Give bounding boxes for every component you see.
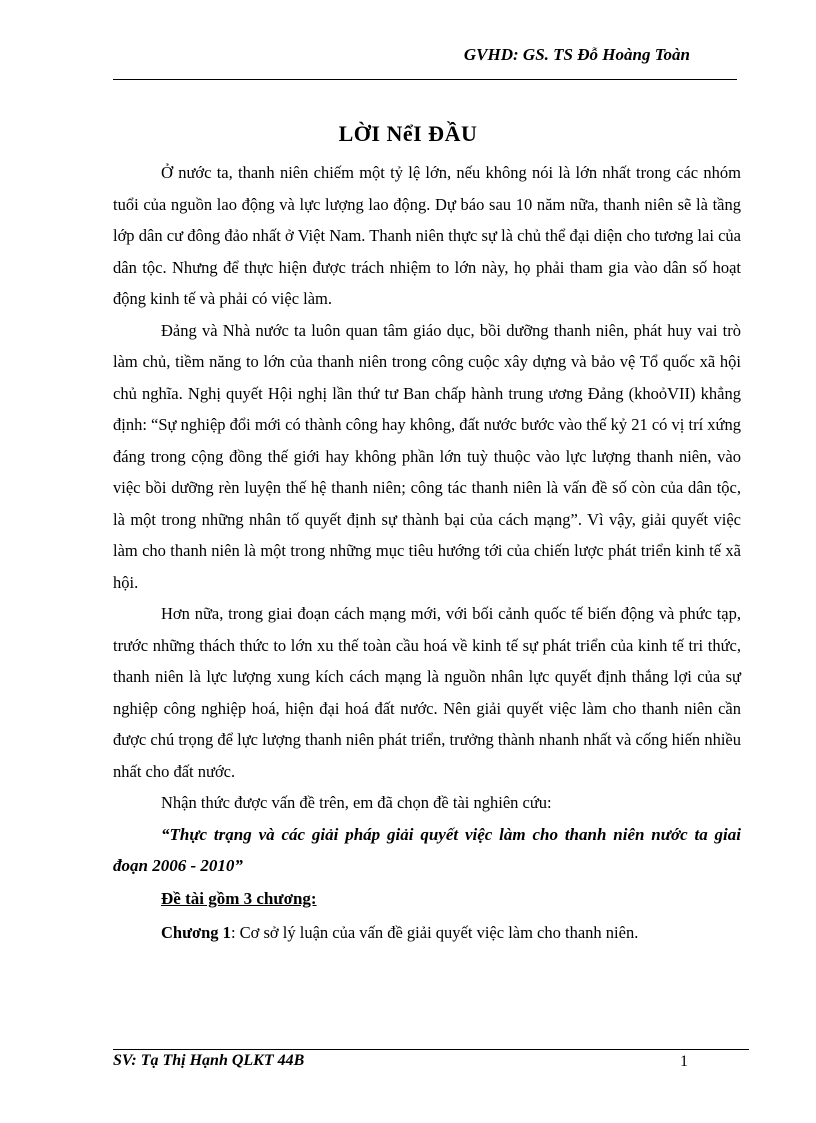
chapter-1-line [113, 916, 741, 950]
document-title: LỜI NểI ĐẦU [338, 121, 478, 146]
paragraph-3: Hơn nữa, trong giai đoạn cách mạng mới, với bối cảnh quốc tế biến động và phức tạp, trước những thách thức to lớn xu thế toàn cầu hoá về kinh tế sự phát triển của kinh tế tri thức, thanh niên là lực lượng xung kích cách mạng là nguồn nhân lực quyết định thắng lợi của sự nghiệp công nghiệp hoá, hiện đại hoá đất nước. Nên giải quyết việc làm cho thanh niên cần được chú trọng để lực lượng thanh niên phát triển, trưởng thành nhanh nhất và cống hiến nhiều nhất cho đất nước. [113, 604, 741, 781]
chapter-1-label: Chương 1 [161, 922, 231, 942]
structure-heading: Đề tài gồm 3 chương: [161, 888, 317, 908]
page-header: GVHD: GS. TS Đỗ Hoàng Toàn [463, 45, 690, 64]
paragraph-2: Đảng và Nhà nước ta luôn quan tâm giáo dục, bồi dưỡng thanh niên, phát huy vai trò làm chủ, tiềm năng to lớn của thanh niên trong công cuộc xây dựng và bảo vệ Tổ quốc xã hội chủ nghĩa. Nghị quyết Hội nghị lần thứ tư Ban chấp hành trung ương Đảng (khoỏVII) khẳng định: “Sự nghiệp đổi mới có thành công hay không, đất nước bước vào thế kỷ 21 có vị trí xứng đáng trong cộng đồng thế giới hay không phần lớn tuỳ thuộc vào lực lượng thanh niên, vào việc bồi dưỡng rèn luyện thế hệ thanh niên; công tác thanh niên là vấn đề số còn của dân tộc, là một trong những nhân tố quyết định sự thành bại của cách mạng”. Vì vậy, giải quyết việc làm cho thanh niên là một trong những mục tiêu hướng tới của chiến lược phát triển kinh tế xã hội. [113, 320, 741, 592]
paragraph-1: Ở nước ta, thanh niên chiếm một tỷ lệ lớn, nếu không nói là lớn nhất trong các nhóm tuổi của nguồn lao động và lực lượng lao động. Dự báo sau 10 năm nữa, thanh niên sẽ là tầng lớp dân cư đông đảo nhất ở Việt Nam. Thanh niên thực sự là chủ thể đại diện cho tương lai của dân tộc. Nhưng để thực hiện được trách nhiệm to lớn này, họ phải tham gia vào dân số hoạt động kinh tế và phải có việc làm. [113, 163, 741, 308]
document-body [113, 157, 741, 950]
page-footer: SV: Tạ Thị Hạnh QLKT 44B [113, 1052, 305, 1069]
topic-title: “Thực trạng và các giải pháp giải quyết việc làm cho thanh niên nước ta giai đoạn 2006 - 2010” [113, 824, 741, 875]
header-rule [113, 79, 737, 80]
paragraph-4: Nhận thức được vấn đề trên, em đã chọn đề tài nghiên cứu: [161, 793, 552, 812]
page-number: 1 [680, 1053, 688, 1070]
footer-rule [113, 1049, 749, 1050]
chapter-1-text: : Cơ sở lý luận của vấn đề giải quyết việc làm cho thanh niên. [230, 922, 639, 942]
